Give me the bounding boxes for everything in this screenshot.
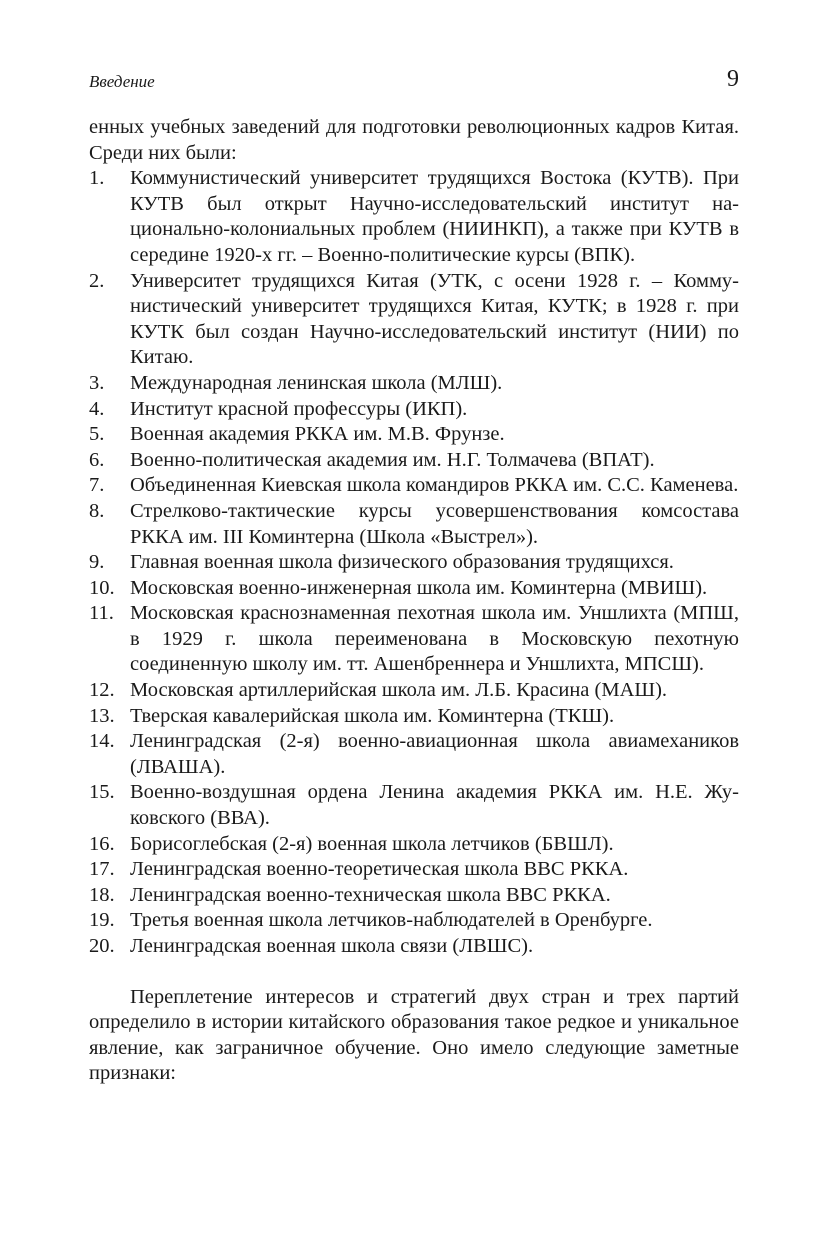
list-item: [89, 371, 739, 397]
list-item: [89, 448, 739, 474]
list-item-text: Университет трудящихся Китая (УТК, с осени 1928 г. – Коммунистический университет трудящихся Китая, КУТК; в 1928 г. при КУТК был создан Научно-исследовательский институт (НИИ) по Китаю.: [130, 269, 739, 369]
list-item-text: Московская артиллерийская школа им. Л.Б. Красина (МАШ).: [130, 679, 668, 702]
list-item-text: Международная ленинская школа (МЛШ).: [130, 371, 503, 394]
list-item-text: Военно-воздушная ордена Ленина академия РККА им. Н.Е. Жуковского (ВВА).: [130, 781, 739, 830]
list-item: [89, 550, 739, 576]
list-item-number: 20.: [89, 935, 115, 957]
list-item-text: Тверская кавалерийская школа им. Коминтерна (ТКШ).: [130, 704, 615, 727]
list-item: [89, 934, 739, 960]
list-item-text: Объединенная Киевская школа командиров РККА им. С.С. Каменева.: [130, 474, 739, 497]
list-item: [89, 499, 739, 550]
list-item-number: 4.: [89, 397, 105, 420]
list-item-number: 12.: [89, 679, 115, 702]
list-item-text: Военно-политическая академия им. Н.Г. Толмачева (ВПАТ).: [130, 448, 655, 471]
list-item-number: 2.: [89, 269, 105, 292]
list-item-number: 5.: [89, 423, 105, 446]
section-title: Введение: [89, 72, 155, 91]
list-item: [89, 832, 739, 858]
list-item-text: Главная военная школа физического образования трудящихся.: [130, 551, 674, 574]
list-item-number: 7.: [89, 474, 105, 497]
list-item: [89, 269, 739, 371]
list-item: [89, 397, 739, 423]
list-item-number: 6.: [89, 448, 105, 471]
list-item-number: 16.: [89, 832, 115, 855]
list-item: [89, 729, 739, 780]
body-text: [89, 115, 739, 1087]
list-item-text: Московская военно-инженерная школа им. Коминтерна (МВИШ).: [130, 576, 708, 599]
running-head: [89, 66, 739, 102]
list-item: [89, 473, 739, 499]
list-item-text: Коммунистический университет трудящихся Востока (КУТВ). При КУТВ был открыт Научно-исследовательский институт национально-колониальных проблем (НИИНКП), а также при КУТВ в середине 1920-х гг. – Военно-политические курсы (ВПК).: [130, 167, 739, 266]
list-item-text: Ленинградская военная школа связи (ЛВШС).: [130, 935, 534, 957]
list-item: [89, 422, 739, 448]
list-item-text: Борисоглебская (2-я) военная школа летчиков (БВШЛ).: [130, 832, 614, 855]
list-item-number: 15.: [89, 781, 115, 804]
list-item-number: 10.: [89, 576, 115, 599]
list-item-text: Военная академия РККА им. М.В. Фрунзе.: [130, 423, 505, 446]
list-item-text: Московская краснознаменная пехотная школа им. Уншлихта (МПШ, в 1929 г. школа переименована в Московскую пехотную соединенную школу им. тт. Ашенбреннера и Уншлихта, МПСШ).: [130, 602, 739, 676]
schools-list: [89, 166, 739, 959]
list-item-number: 1.: [89, 167, 105, 190]
list-item-text: Стрелково-тактические курсы усовершенствования комсостава РККА им. III Коминтерна (Школа «Выстрел»).: [130, 499, 739, 548]
list-item-number: 8.: [89, 499, 105, 522]
list-item: [89, 780, 739, 831]
list-item-number: 11.: [89, 602, 114, 625]
list-item-text: Третья военная школа летчиков-наблюдателей в Оренбурге.: [130, 909, 653, 932]
intro-paragraph: енных учебных заведений для подготовки революционных кадров Китая. Среди них были:: [89, 116, 739, 164]
list-item: [89, 908, 739, 934]
list-item: [89, 601, 739, 678]
closing-paragraph: Переплетение интересов и стратегий двух стран и трех партий определило в истории китайского образования такое редкое и уникальное явление, как заграничное обучение. Оно имело следующие заметные признаки:: [89, 985, 739, 1085]
list-item: [89, 883, 739, 909]
list-item: [89, 704, 739, 730]
list-item-text: Ленинградская военно-техническая школа ВВС РККА.: [130, 883, 611, 906]
list-item-number: 13.: [89, 704, 115, 727]
list-item-number: 19.: [89, 909, 115, 932]
list-item-text: Ленинградская (2-я) военно-авиационная школа авиамехаников (ЛВАША).: [130, 730, 739, 778]
list-item-text: Институт красной профессуры (ИКП).: [130, 397, 468, 420]
list-item-text: Ленинградская военно-теоретическая школа ВВС РККА.: [130, 858, 629, 881]
list-item-number: 18.: [89, 883, 115, 906]
list-item: [89, 678, 739, 704]
list-item-number: 3.: [89, 371, 105, 394]
list-item: [89, 857, 739, 883]
list-item: [89, 576, 739, 602]
page-number: 9: [727, 66, 739, 92]
list-item: [89, 166, 739, 268]
list-item-number: 17.: [89, 858, 115, 881]
list-item-number: 9.: [89, 551, 105, 574]
list-item-number: 14.: [89, 730, 115, 753]
